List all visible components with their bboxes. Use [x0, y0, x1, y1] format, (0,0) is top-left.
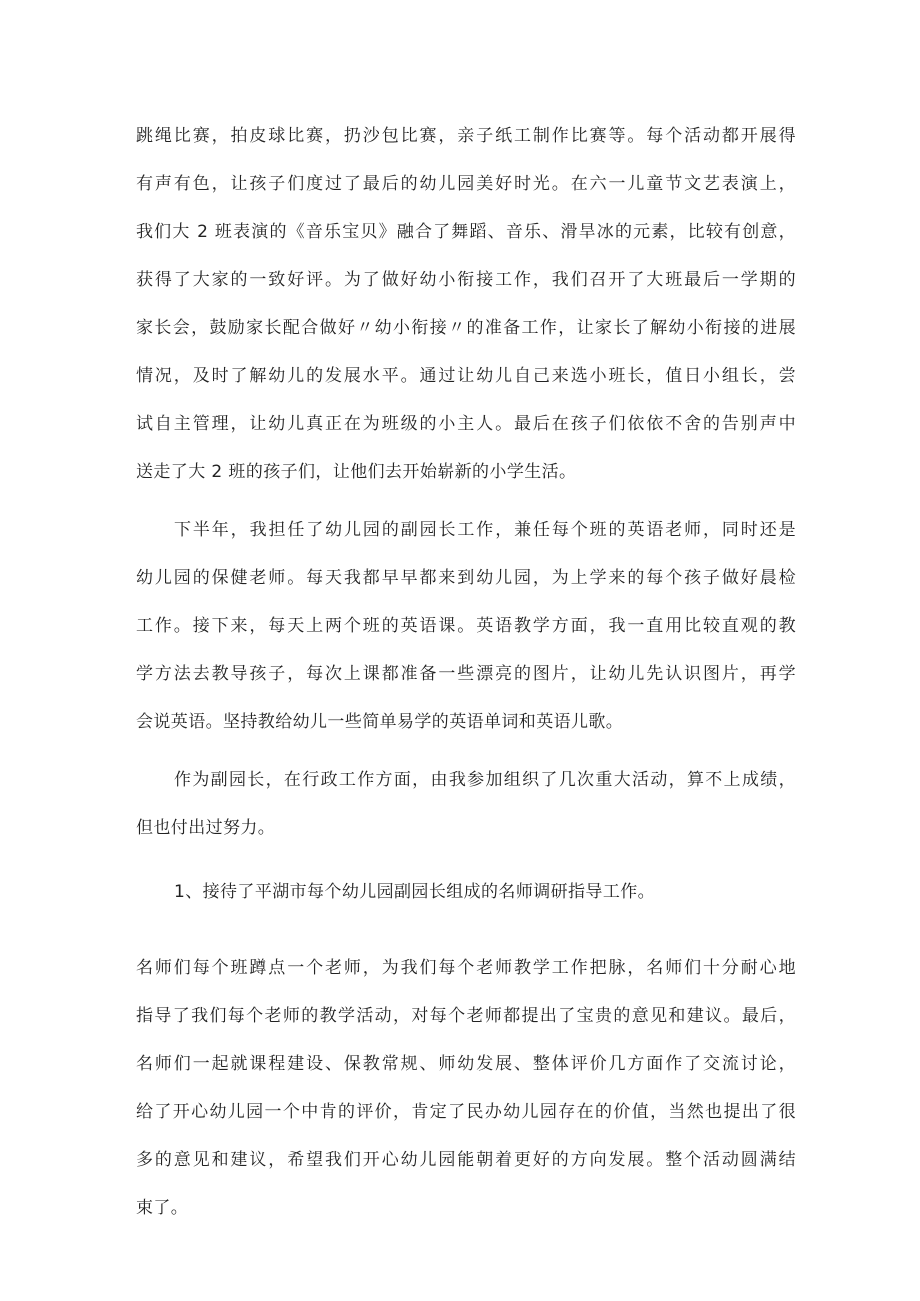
text-line: 工作。接下来，每天上两个班的英语课。英语教学方面，我一直用比较直观的教: [136, 616, 796, 636]
text-line: 幼儿园的保健老师。每天我都早早都来到幼儿园，为上学来的每个孩子做好晨检: [136, 568, 796, 588]
text-line: 多的意见和建议，希望我们开心幼儿园能朝着更好的方向发展。整个活动圆满结: [136, 1150, 796, 1170]
text-line: 1、接待了平湖市每个幼儿园副园长组成的名师调研指导工作。: [174, 882, 656, 902]
text-line: 有声有色，让孩子们度过了最后的幼儿园美好时光。在六一儿童节文艺表演上，: [136, 174, 796, 194]
text-line: 情况，及时了解幼儿的发展水平。通过让幼儿自己来选小班长，值日小组长，尝: [136, 366, 796, 386]
numbered-item-1: [136, 868, 796, 916]
paragraph-3: [136, 756, 796, 852]
text-line: 下半年，我担任了幼儿园的副园长工作，兼任每个班的英语老师，同时还是: [174, 520, 796, 540]
paragraph-5: [136, 944, 796, 1232]
text-line: 试自主管理，让幼儿真正在为班级的小主人。最后在孩子们依依不舍的告别声中: [136, 414, 796, 434]
text-line: 名师们每个班蹲点一个老师，为我们每个老师教学工作把脉，名师们十分耐心地: [136, 958, 796, 978]
text-line: 学方法去教导孩子，每次上课都准备一些漂亮的图片，让幼儿先认识图片，再学: [136, 664, 796, 684]
document-body: [136, 112, 796, 1232]
text-line: 送走了大 2 班的孩子们，让他们去开始崭新的小学生活。: [136, 462, 577, 482]
text-line: 作为副园长，在行政工作方面，由我参加组织了几次重大活动，算不上成绩，: [174, 770, 796, 790]
text-line: 家长会，鼓励家长配合做好〃幼小衔接〃的准备工作，让家长了解幼小衔接的进展: [136, 318, 796, 338]
text-line: 名师们一起就课程建设、保教常规、师幼发展、整体评价几方面作了交流讨论，: [136, 1054, 796, 1074]
paragraph-1: [136, 112, 796, 496]
text-line: 会说英语。坚持教给幼儿一些简单易学的英语单词和英语儿歌。: [136, 712, 624, 732]
paragraph-2: [136, 506, 796, 746]
text-line: 获得了大家的一致好评。为了做好幼小衔接工作，我们召开了大班最后一学期的: [136, 270, 796, 290]
text-line: 但也付出过努力。: [136, 818, 276, 838]
text-line: 指导了我们每个老师的教学活动，对每个老师都提出了宝贵的意见和建议。最后，: [136, 1006, 796, 1026]
text-line: 束了。: [136, 1198, 189, 1218]
text-line: 我们大 2 班表演的《音乐宝贝》融合了舞蹈、音乐、滑旱冰的元素，比较有创意，: [136, 222, 796, 242]
text-line: 给了开心幼儿园一个中肯的评价，肯定了民办幼儿园存在的价值，当然也提出了很: [136, 1102, 796, 1122]
text-line: 跳绳比赛，拍皮球比赛，扔沙包比赛，亲子纸工制作比赛等。每个活动都开展得: [136, 126, 796, 146]
